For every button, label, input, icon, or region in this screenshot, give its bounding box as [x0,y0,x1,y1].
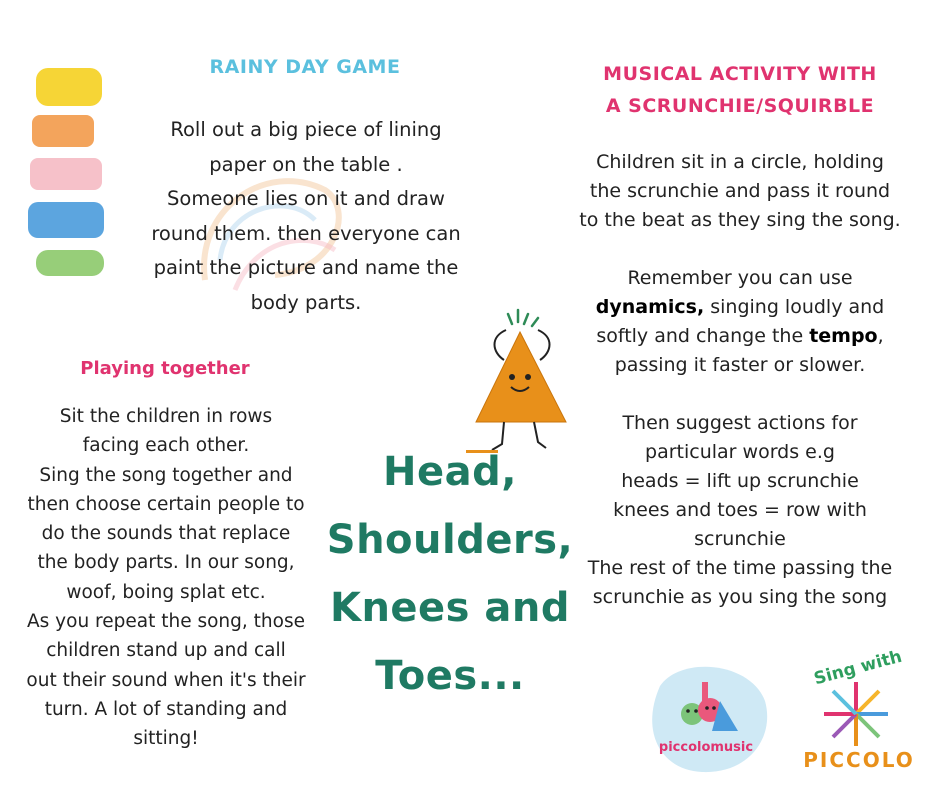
playing-line: the body parts. In our song, [37,552,295,574]
musical-line: Children sit in a circle, holding [596,151,884,173]
playing-together-heading: Playing together [80,358,250,379]
sing-with-text: Sing with [811,646,905,690]
title-line: Knees and [329,585,571,631]
musical-line [560,293,920,322]
rainy-line: paint the picture and name the [153,256,459,279]
title-line: Toes... [375,653,525,699]
playing-line: turn. A lot of standing and [44,698,288,720]
playing-line: then choose certain people to [27,493,305,515]
musical-activity-text [560,148,920,612]
rainy-line: round them. then everyone can [151,221,461,245]
playing-line: facing each other. [82,435,250,457]
piccolomusic-logo-graphic [640,656,772,776]
song-title [320,438,580,710]
green-swatch [36,250,104,276]
musical-line: Then suggest actions for [622,412,858,434]
rainy-line: Roll out a big piece of lining [170,118,442,141]
musical-line: to the beat as they sing the song. [579,209,901,231]
musical-heading-line: A SCRUNCHIE/SQUIRBLE [605,95,875,117]
musical-line: passing it faster or slower. [614,354,866,376]
rainy-line: body parts. [250,290,362,314]
musical-heading-line: MUSICAL ACTIVITY WITH [603,63,877,85]
dynamics-keyword: dynamics, [595,296,705,318]
title-line: Shoulders, [326,517,574,563]
rainy-day-heading: RAINY DAY GAME [209,56,401,78]
piccolomusic-text: piccolomusic [658,740,754,755]
yellow-swatch [36,68,102,106]
pink-swatch [30,158,102,190]
playing-line: Sit the children in rows [59,406,273,427]
musical-line: scrunchie as you sing the song [592,586,888,608]
rainy-line: paper on the table . [209,152,403,176]
musical-line: knees and toes = row with [613,499,867,521]
piccolo-text: PICCOLO [803,748,915,772]
blue-swatch [28,202,104,238]
playing-line: Sing the song together and [39,464,293,486]
musical-line: scrunchie [694,528,786,550]
playing-line: woof, boing splat etc. [66,581,266,603]
musical-line: the scrunchie and pass it round [589,180,891,202]
paint-swatches [22,60,117,285]
title-line: Head, [383,449,517,495]
musical-line-post: , [877,325,884,347]
playing-line: children stand up and call [46,640,286,662]
musical-line-pre: softly and change the [596,325,810,347]
musical-line: Remember you can use [627,267,853,289]
orange-swatch [32,115,94,147]
piccolomusic-logo [640,656,772,776]
musical-activity-heading [560,58,920,122]
musical-line: heads = lift up scrunchie [621,470,859,492]
musical-line [560,322,920,351]
playing-line: sitting! [133,728,199,750]
rainy-day-text [120,113,492,320]
musical-line-rest: singing loudly and [704,296,885,318]
sing-with-piccolo-logo [790,646,925,782]
triangle-character-icon [462,302,577,460]
musical-line: The rest of the time passing the [587,557,893,579]
playing-together-text [6,402,326,754]
playing-line: do the sounds that replace [41,523,291,545]
playing-line: As you repeat the song, those [27,611,305,633]
playing-line: out their sound when it's their [26,669,306,691]
tempo-keyword: tempo [809,325,878,347]
rainy-line: Someone lies on it and draw [167,187,445,210]
musical-line: particular words e.g [645,441,835,463]
